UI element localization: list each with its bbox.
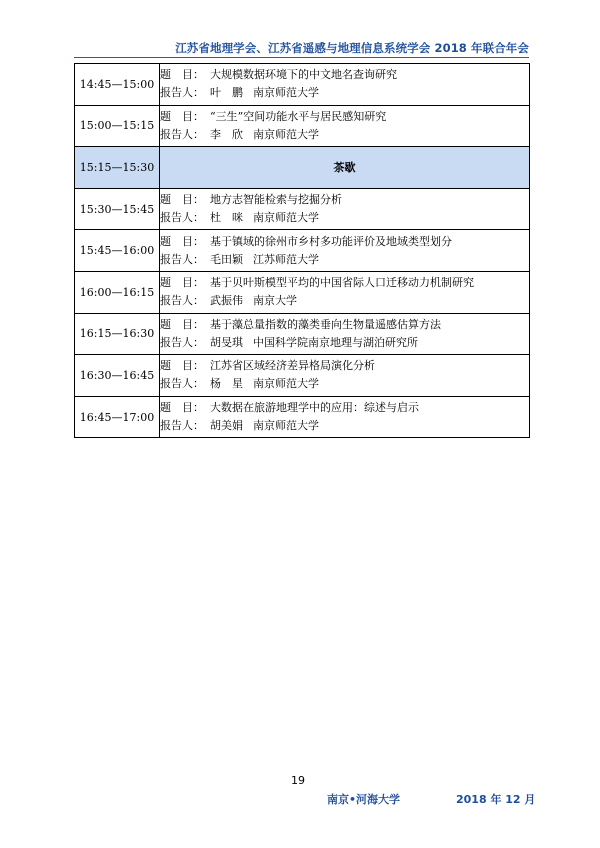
speaker-affiliation: 南京师范大学: [253, 86, 319, 100]
footer-organizer: 南京•河海大学: [327, 793, 401, 806]
topic-label: 题 目：: [160, 68, 204, 82]
topic-text: 江苏省区域经济差异格局演化分析: [210, 359, 375, 373]
speaker-label: 报告人：: [160, 377, 204, 391]
speaker-label: 报告人：: [160, 294, 204, 308]
time-cell: 14:45—15:00: [75, 64, 160, 106]
time-cell: 16:00—16:15: [75, 271, 160, 313]
topic-text: 基于藻总量指数的藻类垂向生物量遥感估算方法: [210, 317, 441, 331]
speaker-affiliation: 南京师范大学: [253, 419, 319, 433]
speaker-affiliation: 南京大学: [253, 294, 297, 308]
speaker-name: 杨 星: [210, 377, 243, 391]
time-cell: 16:45—17:00: [75, 396, 160, 438]
table-row: [75, 188, 530, 230]
speaker-affiliation: 江苏师范大学: [253, 252, 319, 266]
time-cell: 15:15—15:30: [75, 147, 160, 189]
topic-text: 基于镇域的徐州市乡村多功能评价及地域类型划分: [210, 234, 452, 248]
header-rule: [74, 57, 529, 58]
table-row: [75, 230, 530, 272]
table-row: [75, 355, 530, 397]
speaker-label: 报告人：: [160, 335, 204, 349]
topic-text: “三生”空间功能水平与居民感知研究: [210, 109, 387, 123]
speaker-label: 报告人：: [160, 86, 204, 100]
topic-label: 题 目：: [160, 317, 204, 331]
speaker-affiliation: 南京师范大学: [253, 211, 319, 225]
speaker-label: 报告人：: [160, 127, 204, 141]
topic-text: 地方志智能检索与挖掘分析: [210, 193, 342, 207]
break-row: [75, 147, 530, 189]
speaker-name: 胡美娟: [210, 419, 243, 433]
footer-date: 2018 年 12 月: [456, 793, 536, 806]
table-row: [75, 105, 530, 147]
break-label: 茶歇: [160, 147, 530, 189]
session-info: [160, 105, 530, 147]
topic-label: 题 目：: [160, 193, 204, 207]
speaker-affiliation: 中国科学院南京地理与湖泊研究所: [253, 335, 418, 349]
session-info: [160, 271, 530, 313]
topic-text: 基于贝叶斯模型平均的中国省际人口迁移动力机制研究: [210, 276, 474, 290]
table-row: [75, 396, 530, 438]
topic-text: 大规模数据环境下的中文地名查询研究: [210, 68, 397, 82]
table-row: [75, 313, 530, 355]
speaker-name: 胡旻琪: [210, 335, 243, 349]
time-cell: 15:45—16:00: [75, 230, 160, 272]
schedule-table: [74, 63, 530, 438]
session-info: [160, 188, 530, 230]
topic-label: 题 目：: [160, 234, 204, 248]
speaker-name: 李 欣: [210, 127, 243, 141]
time-cell: 15:30—15:45: [75, 188, 160, 230]
session-info: [160, 355, 530, 397]
time-cell: 16:15—16:30: [75, 313, 160, 355]
time-cell: 16:30—16:45: [75, 355, 160, 397]
speaker-label: 报告人：: [160, 252, 204, 266]
page-header: 江苏省地理学会、江苏省遥感与地理信息系统学会 2018 年联合年会: [175, 41, 529, 55]
speaker-label: 报告人：: [160, 419, 204, 433]
page-number: 19: [291, 774, 305, 787]
time-cell: 15:00—15:15: [75, 105, 160, 147]
speaker-name: 杜 咪: [210, 211, 243, 225]
session-info: [160, 230, 530, 272]
speaker-name: 毛田颖: [210, 252, 243, 266]
speaker-affiliation: 南京师范大学: [253, 127, 319, 141]
topic-label: 题 目：: [160, 276, 204, 290]
topic-label: 题 目：: [160, 359, 204, 373]
speaker-label: 报告人：: [160, 211, 204, 225]
topic-text: 大数据在旅游地理学中的应用：综述与启示: [210, 401, 419, 415]
topic-label: 题 目：: [160, 109, 204, 123]
speaker-name: 叶 鹏: [210, 86, 243, 100]
session-info: [160, 313, 530, 355]
table-row: [75, 271, 530, 313]
speaker-affiliation: 南京师范大学: [253, 377, 319, 391]
table-row: [75, 64, 530, 106]
topic-label: 题 目：: [160, 401, 204, 415]
session-info: [160, 64, 530, 106]
session-info: [160, 396, 530, 438]
speaker-name: 武振伟: [210, 294, 243, 308]
